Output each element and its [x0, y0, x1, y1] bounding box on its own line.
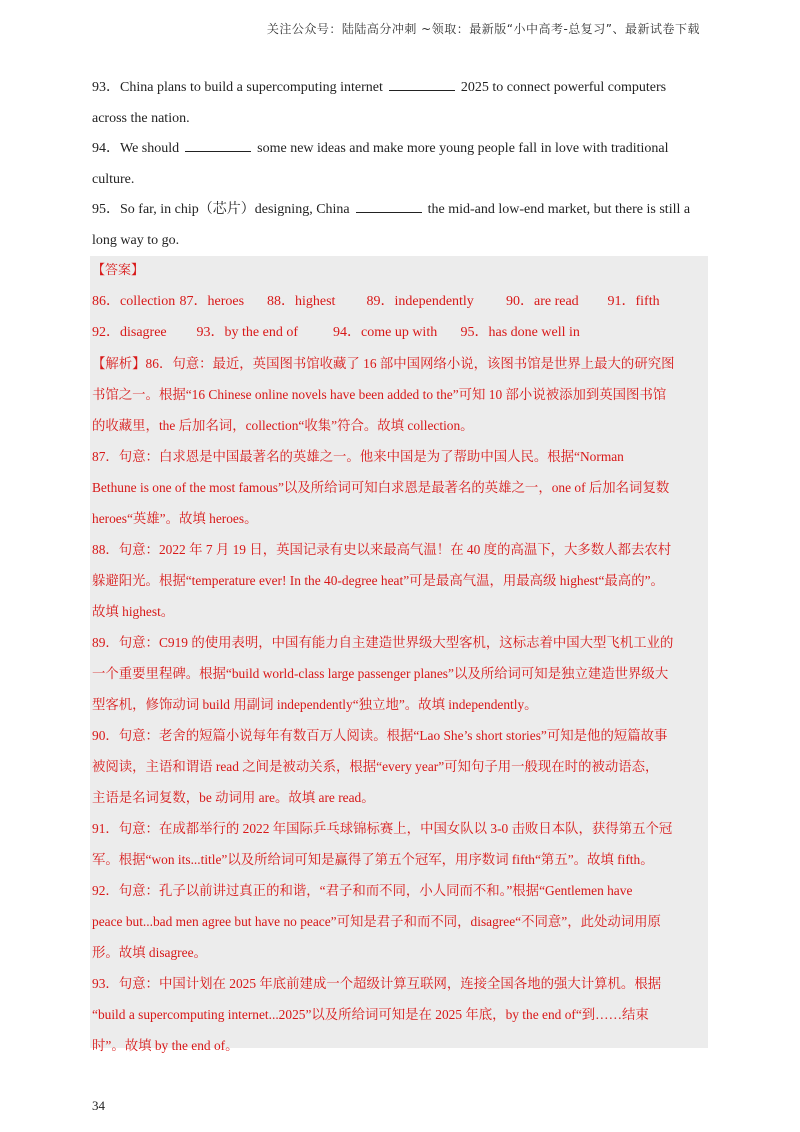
answer-blank [356, 198, 422, 213]
explanation-line: 【解析】86．句意：最近，英国图书馆收藏了 16 部中国网络小说，该图书馆是世界上最大的研究图 [92, 356, 675, 371]
explanation-line: 被阅读，主语和谓语 read 之间是被动关系，根据“every year”可知句子用一般现在时的被动语态， [92, 759, 659, 774]
answer-item: 94．come up with [333, 325, 438, 340]
explanation-line: 91．句意：在成都举行的 2022 年国际乒乓球锦标赛上，中国女队以 3-0 击败日本队，获得第五个冠 [92, 821, 673, 836]
answer-item: 88．highest [267, 294, 336, 309]
answer-row-1 [92, 286, 708, 317]
explanation-line: 主语是名词复数，be 动词用 are。故填 are read。 [92, 790, 375, 805]
answer-item: 93．by the end of [196, 325, 298, 340]
answer-item: 87．heroes [179, 294, 245, 309]
explanation-line: 92．句意：孔子以前讲过真正的和谐，“君子和而不同，小人同而不和。”根据“Gentlemen have [92, 883, 633, 898]
answer-blank [185, 137, 251, 152]
question-text: across the nation. [92, 111, 190, 126]
explanation-line: peace but...bad men agree but have no peace”可知是君子和而不同，disagree“不同意”，此处动词用原 [92, 914, 661, 929]
answer-item: 89．independently [366, 294, 474, 309]
question-93 [92, 72, 708, 134]
question-text: the mid-and low-end market, but there is still a [427, 202, 691, 217]
explanation-line: 一个重要里程碑。根据“build world-class large passenger planes”以及所给词可知是独立建造世界级大 [92, 666, 669, 681]
explanation-line: 的收藏里，the 后加名词，collection“收集”符合。故填 collection。 [92, 418, 474, 433]
answer-item: 92．disagree [92, 325, 167, 340]
question-text: some new ideas and make more young people fall in love with traditional [257, 141, 669, 156]
explanation-line: 军。根据“won its...title”以及所给词可知是赢得了第五个冠军，用序数词 fifth“第五”。故填 fifth。 [92, 852, 654, 867]
explanation-section [92, 348, 708, 1061]
question-text: 2025 to connect powerful computers [460, 80, 667, 95]
explanation-line: 躲避阳光。根据“temperature ever! In the 40-degree heat”可是最高气温，用最高级 highest“最高的”。 [92, 573, 664, 588]
answer-heading: 【答案】 [92, 263, 145, 278]
explanation-line: 87．句意：白求恩是中国最著名的英雄之一。他来中国是为了帮助中国人民。根据“Norman [92, 449, 624, 464]
explanation-line: heroes“英雄”。故填 heroes。 [92, 511, 258, 526]
explanation-line: Bethune is one of the most famous”以及所给词可知白求恩是最著名的英雄之一，one of 后加名词复数 [92, 480, 670, 495]
question-95 [92, 194, 708, 256]
answer-item: 95．has done well in [460, 325, 580, 340]
question-text: 94．We should [92, 141, 180, 156]
answer-blank [389, 76, 455, 91]
answer-section [92, 255, 708, 348]
question-text: 95．So far, in chip（芯片）designing, China [92, 202, 350, 217]
question-text: 93．China plans to build a supercomputing internet [92, 80, 383, 95]
answer-item: 86．collection [92, 294, 176, 309]
explanation-line: 型客机，修饰动词 build 用副词 independently“独立地”。故填 independently。 [92, 697, 538, 712]
explanation-line: 93．句意：中国计划在 2025 年底前建成一个超级计算互联网，连接全国各地的强大计算机。根据 [92, 976, 662, 991]
explanation-line: 形。故填 disagree。 [92, 945, 207, 960]
explanation-line: 书馆之一。根据“16 Chinese online novels have been added to the”可知 10 部小说被添加到英国图书馆 [92, 387, 667, 402]
explanation-line: 90．句意：老舍的短篇小说每年有数百万人阅读。根据“Lao She’s short stories”可知是他的短篇故事 [92, 728, 668, 743]
explanation-line: 时”。故填 by the end of。 [92, 1038, 239, 1053]
explanation-line: 88．句意：2022 年 7 月 19 日，英国记录有史以来最高气温！在 40 度的高温下，大多数人都去农村 [92, 542, 672, 557]
explanation-line: 故填 highest。 [92, 604, 175, 619]
explanation-line: “build a supercomputing internet...2025”以及所给词可知是在 2025 年底，by the end of“到……结束 [92, 1007, 649, 1022]
page-header: 关注公众号：陆陆高分冲刺 ~领取：最新版“小中高考-总复习”、最新试卷下载 [266, 22, 700, 36]
explanation-line: 89．句意：C919 的使用表明，中国有能力自主建造世界级大型客机，这标志着中国大型飞机工业的 [92, 635, 674, 650]
page-number: 34 [92, 1098, 105, 1113]
answer-item: 90．are read [506, 294, 579, 309]
question-94 [92, 133, 708, 195]
answer-item: 91．fifth [607, 294, 660, 309]
question-text: culture. [92, 172, 135, 187]
answer-row-2 [92, 317, 708, 348]
question-text: long way to go. [92, 233, 180, 248]
